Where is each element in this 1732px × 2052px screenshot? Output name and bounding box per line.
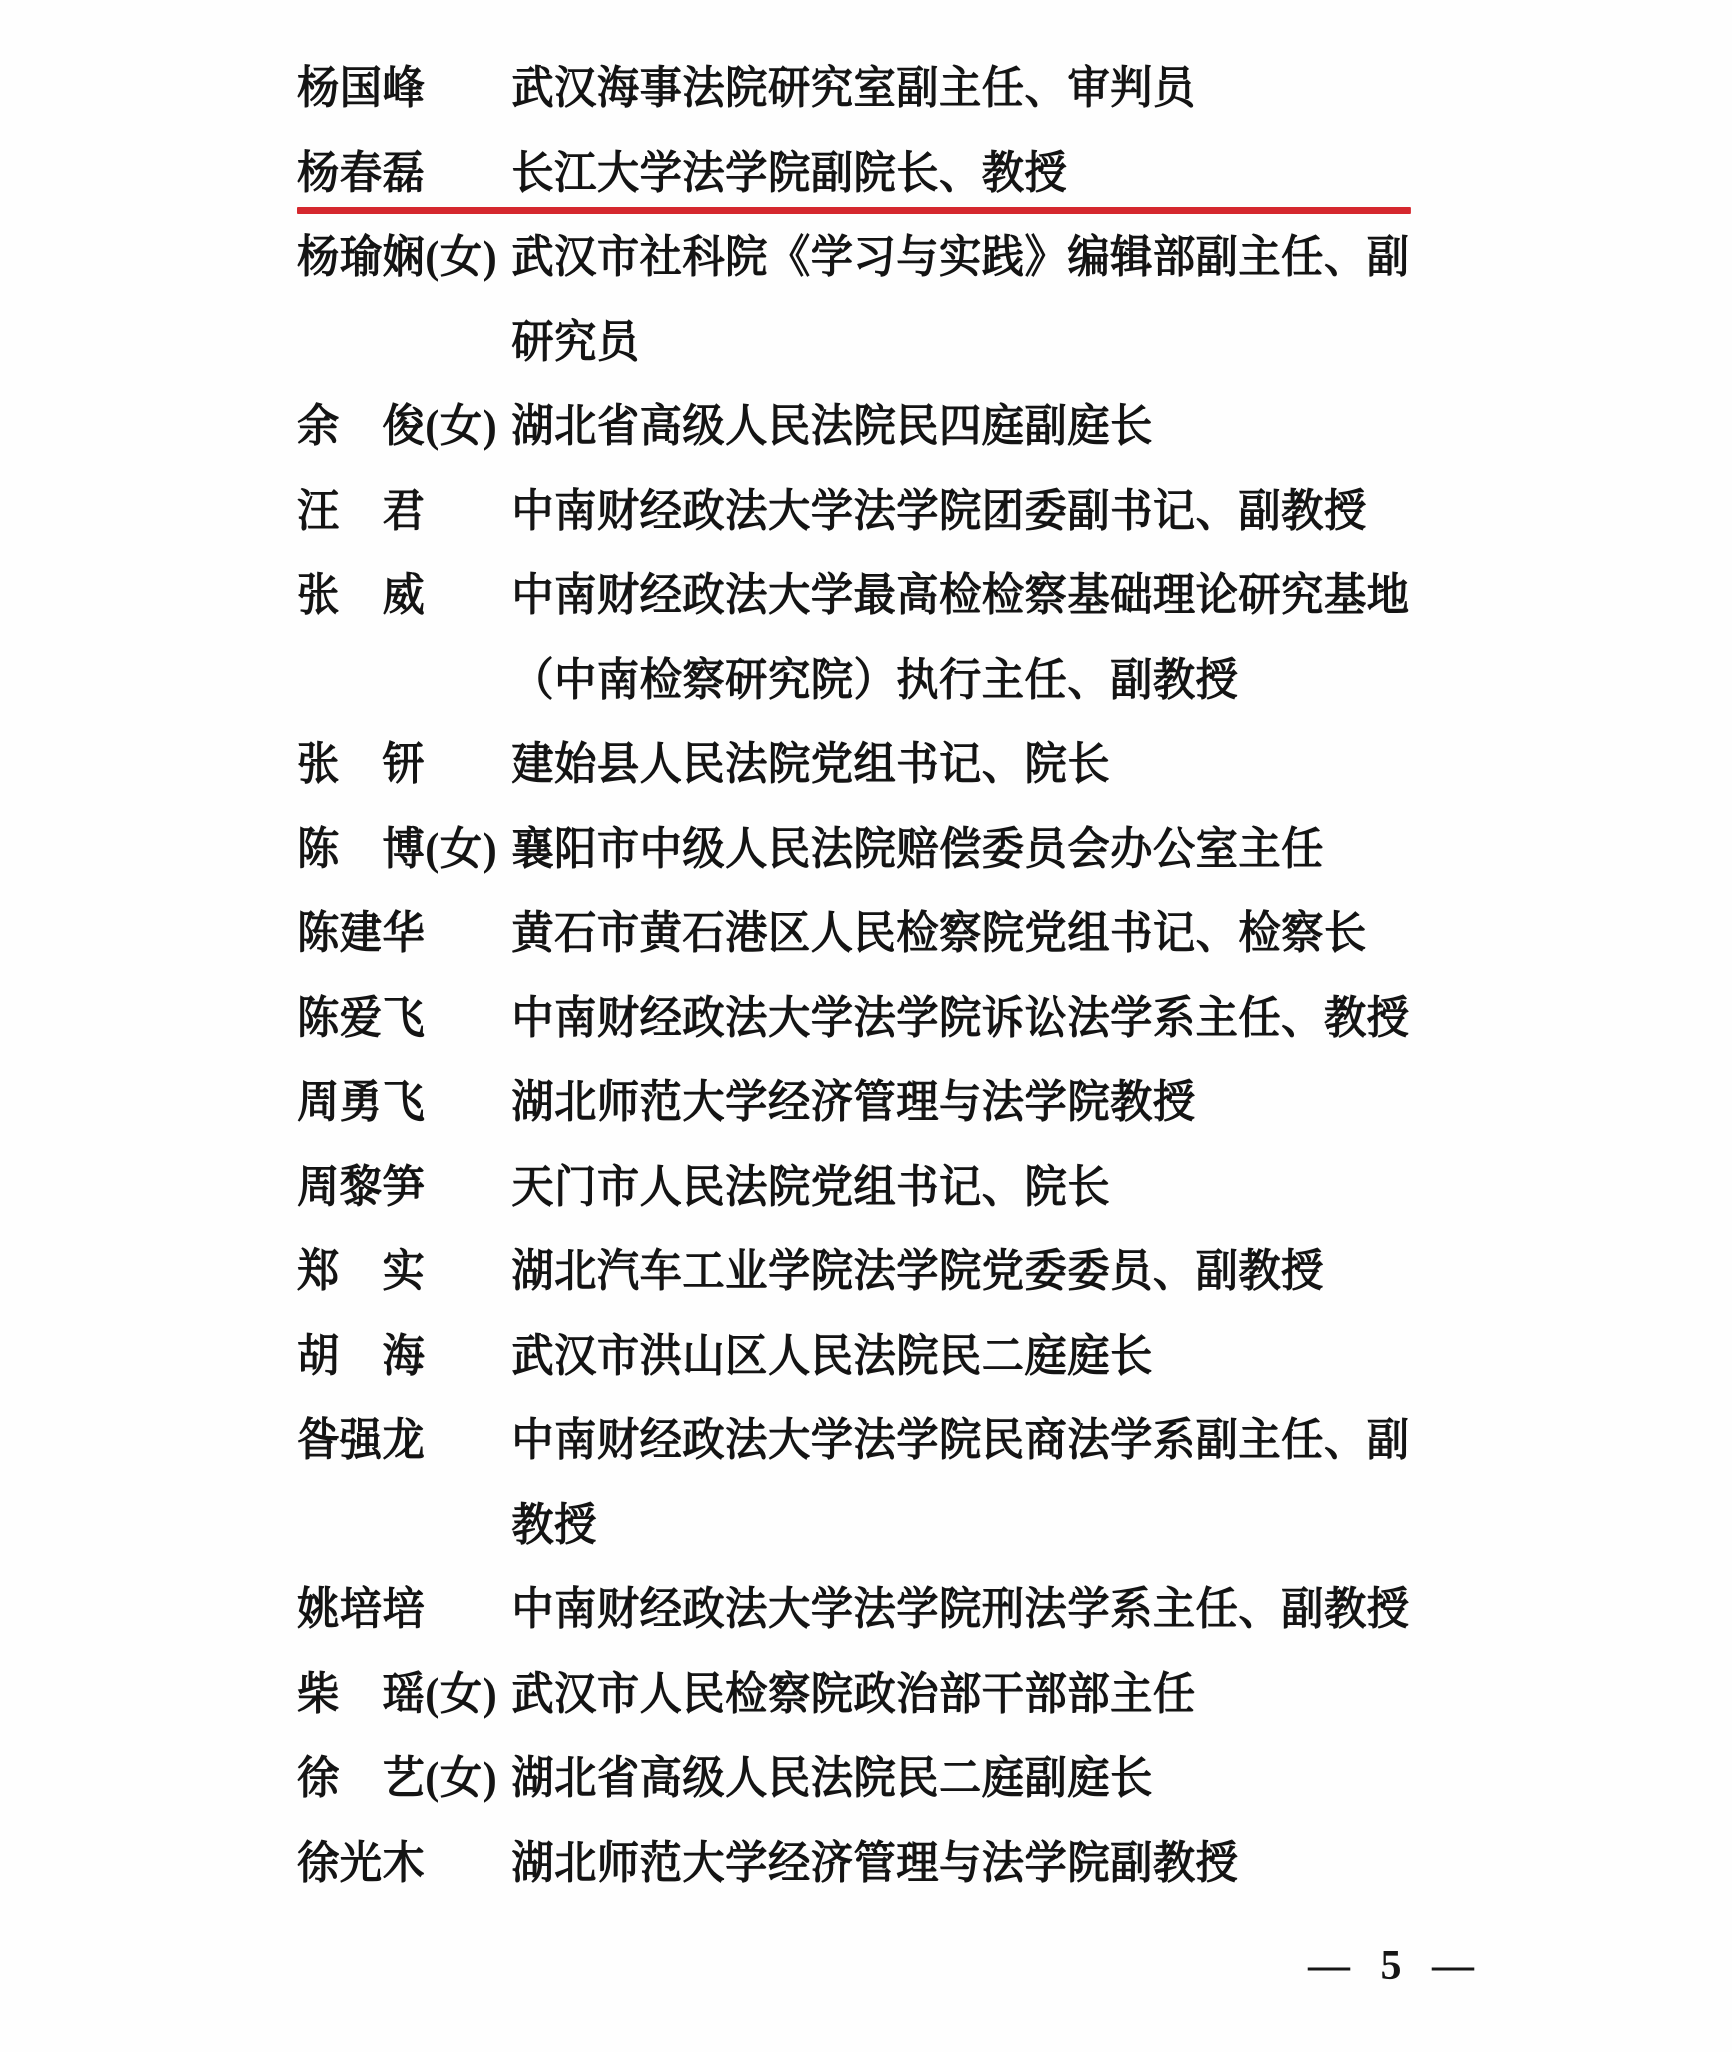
roster-entry-line — [297, 807, 1411, 892]
roster-entry — [297, 1398, 1482, 1567]
roster-entry-line — [297, 46, 1411, 131]
roster-entry — [297, 1652, 1482, 1737]
roster-entry-continuation-line — [297, 300, 1411, 385]
roster-entry-position: 天门市人民法院党组书记、院长 — [511, 1161, 1111, 1212]
roster-entry-line — [297, 469, 1411, 554]
roster-entry-name: 姚培培 — [297, 1584, 426, 1634]
roster-entry-position: 湖北省高级人民法院民二庭副庭长 — [511, 1753, 1153, 1803]
roster-entry-line — [297, 1398, 1411, 1483]
roster-entry-position: 中南财经政法大学法学院诉讼法学系主任、教授 — [511, 992, 1410, 1043]
roster-entry-name: 汪 君 — [297, 485, 426, 536]
roster-entry — [297, 1060, 1482, 1145]
roster-entry — [297, 722, 1482, 807]
roster-entry-line — [297, 1145, 1411, 1230]
roster-entry-position: 武汉市洪山区人民法院民二庭庭长 — [511, 1330, 1153, 1381]
roster-entry-line — [297, 976, 1411, 1061]
page-number-footer — [0, 1942, 1732, 1990]
roster-entry-line — [297, 131, 1411, 216]
roster-entry — [297, 807, 1482, 892]
roster-entry-line — [297, 1060, 1411, 1145]
roster-entry-position: 武汉市社科院《学习与实践》编辑部副主任、副 — [511, 232, 1410, 282]
roster-entry-line — [297, 722, 1411, 807]
roster-entry-line — [297, 384, 1411, 469]
roster-entry-line — [297, 1567, 1411, 1652]
roster-entry — [297, 469, 1482, 554]
roster-entry-name: 张 威 — [297, 570, 426, 620]
roster-entry — [297, 46, 1482, 131]
roster-entry-name: 陈建华 — [297, 908, 426, 958]
red-underline-annotation — [297, 207, 1411, 214]
roster-entry-line — [297, 1821, 1411, 1906]
roster-entry-name: 郑 实 — [297, 1246, 426, 1296]
roster-entry-position: 武汉海事法院研究室副主任、审判员 — [511, 63, 1196, 113]
roster-entry-position: 研究员 — [511, 316, 640, 367]
roster-entry-name: 周勇飞 — [297, 1077, 426, 1127]
roster-entry — [297, 1229, 1482, 1314]
roster-entry-line — [297, 553, 1411, 638]
roster-entry — [297, 1314, 1482, 1399]
roster-entry-position: 湖北师范大学经济管理与法学院教授 — [511, 1077, 1196, 1127]
roster-entry — [297, 384, 1482, 469]
roster-entry — [297, 976, 1482, 1061]
roster-entry-position: 长江大学法学院副院长、教授 — [511, 147, 1068, 198]
roster-entry-continuation-line — [297, 638, 1411, 723]
roster-entry-line — [297, 1736, 1411, 1821]
roster-entry-position: 黄石市黄石港区人民检察院党组书记、检察长 — [511, 908, 1367, 958]
roster-entry-position: 中南财经政法大学法学院团委副书记、副教授 — [511, 485, 1367, 536]
roster-entry-line — [297, 1314, 1411, 1399]
roster-entry-position: 中南财经政法大学法学院民商法学系副主任、副 — [511, 1415, 1410, 1465]
roster-entry-name: 余 俊(女) — [297, 401, 498, 451]
roster-entry — [297, 1145, 1482, 1230]
roster-entry-name: 徐光木 — [297, 1837, 426, 1888]
roster-entry-name: 杨国峰 — [297, 63, 426, 113]
roster-entry — [297, 1736, 1482, 1821]
roster-entry-position: 湖北汽车工业学院法学院党委委员、副教授 — [511, 1246, 1324, 1296]
roster-entry-continuation-line — [297, 1483, 1411, 1568]
roster-entry-position: 中南财经政法大学最高检检察基础理论研究基地 — [511, 570, 1410, 620]
roster-entry-line — [297, 891, 1411, 976]
page-number-text: — 5 — — [1308, 1943, 1484, 1989]
roster-entry-position: 武汉市人民检察院政治部干部部主任 — [511, 1668, 1196, 1719]
roster-entry-line — [297, 1652, 1411, 1737]
roster-entry-position: 湖北省高级人民法院民四庭副庭长 — [511, 401, 1153, 451]
roster-entry — [297, 891, 1482, 976]
roster-entry-position: （中南检察研究院）执行主任、副教授 — [511, 654, 1239, 705]
roster-entry-position: 教授 — [511, 1499, 597, 1550]
roster-entry-name: 陈爱飞 — [297, 992, 426, 1043]
roster-entry-name: 陈 博(女) — [297, 823, 498, 874]
roster-entry-name: 徐 艺(女) — [297, 1753, 498, 1803]
roster-entry-name: 杨春磊 — [297, 147, 426, 198]
roster-entry-position: 建始县人民法院党组书记、院长 — [511, 739, 1111, 789]
roster-entry-name: 张 钘 — [297, 739, 426, 789]
roster-entry-name: 胡 海 — [297, 1330, 426, 1381]
roster-entry-position: 湖北师范大学经济管理与法学院副教授 — [511, 1837, 1239, 1888]
roster-entry-name: 昝强龙 — [297, 1415, 426, 1465]
roster-entry-name: 柴 瑶(女) — [297, 1668, 498, 1719]
roster-entry-name: 周黎笋 — [297, 1161, 426, 1212]
roster-entry — [297, 1567, 1482, 1652]
roster-entry — [297, 553, 1482, 722]
roster-entry-position: 中南财经政法大学法学院刑法学系主任、副教授 — [511, 1584, 1410, 1634]
roster-entry-line — [297, 215, 1411, 300]
roster-entry-name: 杨瑜娴(女) — [297, 232, 498, 282]
roster-entry-position: 襄阳市中级人民法院赔偿委员会办公室主任 — [511, 823, 1324, 874]
roster-entry — [297, 215, 1482, 384]
roster-entry-line — [297, 1229, 1411, 1314]
roster-entry — [297, 1821, 1482, 1906]
roster-entry — [297, 131, 1482, 216]
